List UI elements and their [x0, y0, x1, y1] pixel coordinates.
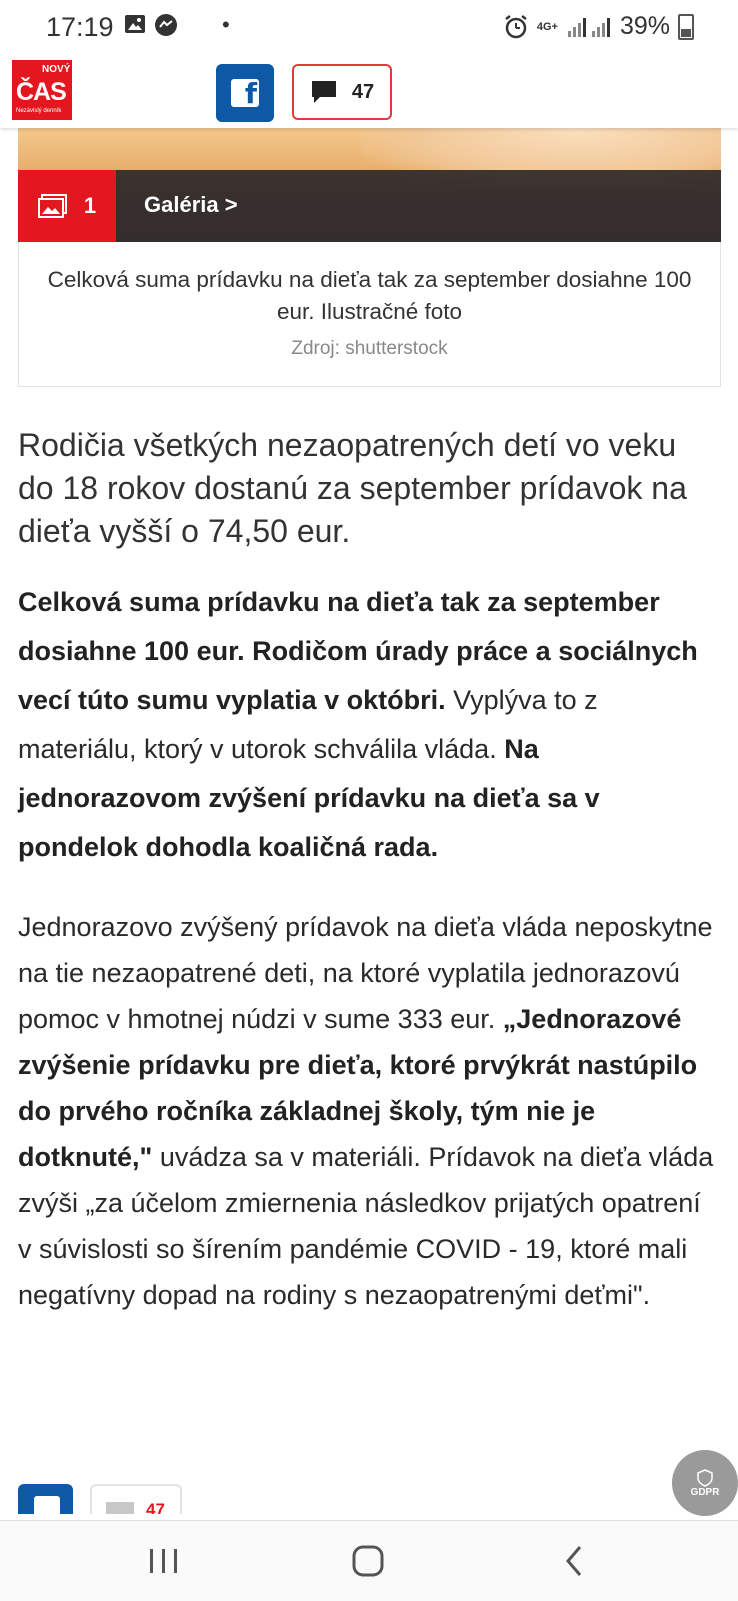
battery-icon [678, 14, 694, 40]
facebook-share-button-bottom[interactable] [18, 1484, 73, 1514]
p1-bold-2: Na jednorazovom zvýšení prídavku na dieťa sa v pondelok dohodla koaličná rada. [18, 734, 600, 862]
comments-button[interactable] [292, 64, 392, 120]
gallery-bar[interactable] [18, 170, 721, 242]
status-time: 17:19 [46, 12, 114, 42]
article-lead: Rodičia všetkých nezaopatrených detí vo veku do 18 rokov dostanú za september prídavok na dieťa vyšší o 74,50 eur. [18, 427, 687, 549]
gallery-count: 1 [83, 193, 97, 218]
facebook-icon [34, 1496, 60, 1514]
facebook-share-button[interactable] [216, 64, 274, 122]
logo-cas: ČAS [16, 78, 66, 106]
p1-normal: Vyplýva to z materiálu, ktorý v utorok schválila vláda. [18, 685, 598, 764]
shield-icon [696, 1469, 714, 1487]
app-header [0, 56, 738, 128]
image-icon [124, 13, 146, 40]
facebook-icon: f [231, 79, 259, 107]
alarm-icon [503, 14, 529, 40]
gallery-count-badge[interactable] [18, 170, 116, 242]
status-bar [0, 0, 738, 56]
comment-count-bottom: 47 [146, 1500, 165, 1514]
article-paragraph-1 [18, 578, 718, 872]
network-label: 4G+ [536, 20, 558, 33]
back-icon [556, 1543, 596, 1579]
comment-icon [106, 1502, 134, 1514]
comments-button-bottom[interactable] [90, 1484, 182, 1514]
comment-count: 47 [351, 80, 375, 103]
logo-tagline: Nezávislý denník [16, 108, 62, 114]
home-button[interactable] [348, 1543, 388, 1579]
gallery-icon [38, 194, 68, 218]
article-paragraph-2 [18, 904, 718, 1318]
gdpr-badge[interactable] [672, 1450, 738, 1516]
status-right [503, 12, 694, 41]
gallery-link[interactable]: Galéria > [144, 192, 238, 217]
recent-apps-button[interactable] [144, 1543, 184, 1579]
gdpr-label: GDPR [690, 1486, 720, 1498]
image-caption [18, 242, 721, 387]
p2-quote-bold: „Jednorazové zvýšenie prídavku pre dieťa, ktoré prvýkrát nastúpilo do prvého ročníka základnej školy, tým nie je dotknuté," [18, 1004, 698, 1172]
home-icon [348, 1543, 388, 1579]
battery-percent: 39% [619, 12, 670, 40]
comment-icon [310, 79, 338, 105]
caption-source: Zdroj: shutterstock [291, 338, 448, 359]
p2-normal-1: Jednorazovo zvýšený prídavok na dieťa vláda neposkytne na tie nezaopatrené deti, na ktoré vyplatila jednorazovú pomoc v hmotnej núdzi v sume 333 eur. [18, 912, 713, 1034]
messenger-icon [154, 13, 178, 42]
notification-dot: • [222, 12, 230, 37]
back-button[interactable] [556, 1543, 596, 1579]
logo-novy: NOVÝ [42, 64, 71, 75]
p2-normal-2: uvádza sa v materiáli. Prídavok na dieťa vláda zvýši „za účelom zmiernenia následkov prijatých opatrení v súvislosti so šírením pandémie COVID - 19, ktoré mali negatívny dopad na rodiny s nezaopatrenými deťmi". [18, 1142, 714, 1310]
navigation-bar [0, 1520, 738, 1601]
signal-icon [566, 15, 612, 39]
caption-text: Celková suma prídavku na dieťa tak za september dosiahne 100 eur. Ilustračné foto [47, 267, 692, 324]
recent-apps-icon [144, 1543, 184, 1579]
bottom-share-row [18, 1484, 738, 1514]
site-logo[interactable] [12, 60, 72, 120]
article-image[interactable] [18, 128, 721, 242]
p1-bold-1: Celková suma prídavku na dieťa tak za september dosiahne 100 eur. Rodičom úrady práce a sociálnych vecí túto sumu vyplatia v októbri. [18, 587, 698, 715]
